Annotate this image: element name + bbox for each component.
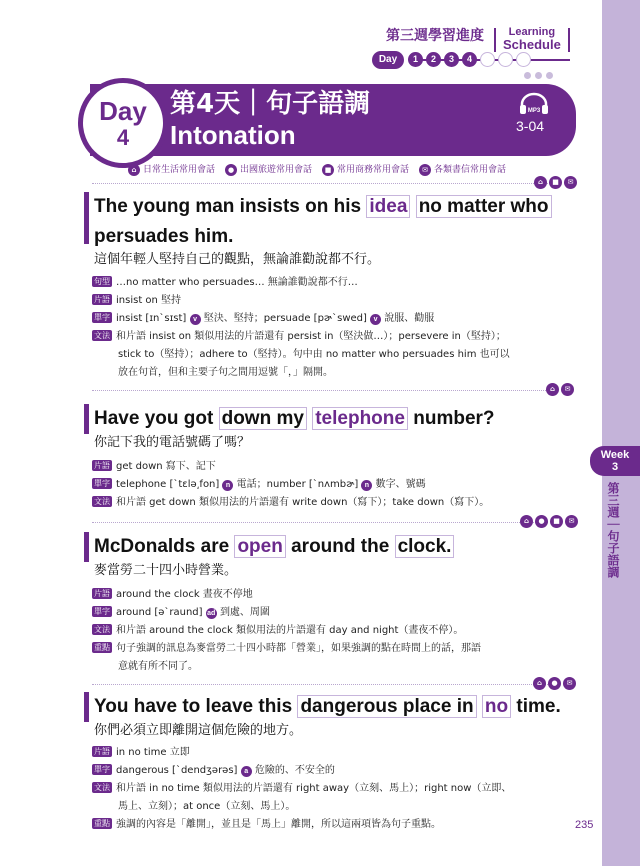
grammar-note bbox=[92, 328, 580, 346]
headphones-icon[interactable] bbox=[518, 92, 550, 116]
pos-badge: a bbox=[241, 766, 252, 777]
accent-bar bbox=[84, 532, 89, 562]
accent-bar bbox=[84, 192, 89, 244]
note-text: 句子強調的訊息為麥當勞二十四小時都「營業」，如果強調的點在時間上的話，那語 bbox=[116, 643, 481, 654]
dotted-divider bbox=[92, 390, 548, 391]
category-legend bbox=[128, 163, 506, 177]
note-text: 和片語 get down 類似用法的片語還有 write down（寫下）；take down（寫下）。 bbox=[116, 497, 490, 508]
tag-phrase: 片語 bbox=[94, 295, 110, 304]
stressed-word: idea bbox=[366, 195, 410, 218]
schedule-en-line1: Learning bbox=[508, 26, 556, 38]
progress-dot bbox=[480, 52, 495, 67]
pos-badge: v bbox=[370, 314, 381, 325]
progress-dot bbox=[498, 52, 513, 67]
grammar-note bbox=[92, 622, 580, 640]
progress-dot: 2 bbox=[426, 52, 441, 67]
mail-icon: ✉ bbox=[565, 515, 578, 528]
person-icon: ● bbox=[535, 515, 548, 528]
sentence-line-2: persuades him. bbox=[94, 226, 234, 247]
house-icon: ⌂ bbox=[520, 515, 533, 528]
note-text: 數字、號碼 bbox=[375, 479, 426, 490]
note-text: insist on 堅持 bbox=[116, 295, 182, 306]
legend-item bbox=[128, 163, 215, 177]
word-note bbox=[92, 476, 580, 494]
translation: 麥當勞二十四小時營業。 bbox=[94, 563, 238, 578]
note-text: around the clock 晝夜不停地 bbox=[116, 589, 253, 600]
legend-item bbox=[419, 163, 506, 177]
focus-note bbox=[92, 640, 580, 658]
progress-dots bbox=[408, 52, 531, 67]
tag-grammar: 文法 bbox=[94, 331, 110, 340]
legend-label: 常用商務常用會話 bbox=[337, 165, 410, 175]
tag-word: 單字 bbox=[94, 607, 110, 616]
note-text: telephone [`tɛlə͵fon] bbox=[116, 479, 220, 490]
note-text: in no time 立即 bbox=[116, 747, 190, 758]
sentence-line bbox=[94, 692, 561, 722]
progress-dot: 1 bbox=[408, 52, 423, 67]
stressed-word: no bbox=[482, 695, 511, 718]
progress-dot bbox=[516, 52, 531, 67]
note-text: 和片語 insist on 類似用法的片語還有 persist in（堅決做…）；persevere in（堅持）； bbox=[116, 331, 506, 342]
sentence-text: clock. bbox=[395, 535, 455, 558]
schedule-en bbox=[503, 26, 561, 52]
briefcase-icon: ■ bbox=[550, 515, 563, 528]
day-number: 4 bbox=[116, 125, 130, 150]
pos-badge: n bbox=[361, 480, 372, 491]
decor-dots bbox=[524, 72, 553, 79]
pos-badge: v bbox=[190, 314, 201, 325]
mail-icon: ✉ bbox=[564, 176, 577, 189]
tag-pattern: 句型 bbox=[94, 277, 110, 286]
category-icons bbox=[520, 515, 578, 528]
person-icon: ● bbox=[548, 677, 561, 690]
note-text: 堅決、堅持；persuade [pɚ`swed] bbox=[203, 313, 367, 324]
note-text: 到處、周圍 bbox=[219, 607, 270, 618]
house-icon: ⌂ bbox=[546, 383, 559, 396]
accent-bar bbox=[84, 404, 89, 434]
note-text: 和片語 around the clock 類似用法的片語還有 day and night（晝夜不停）。 bbox=[116, 625, 464, 636]
note-text: around [ə`raund] bbox=[116, 607, 203, 618]
sentence-text: around the bbox=[291, 536, 390, 557]
tag-phrase: 片語 bbox=[94, 747, 110, 756]
word-note bbox=[92, 762, 580, 780]
tag-focus: 重點 bbox=[94, 819, 110, 828]
sentence-text: McDonalds are bbox=[94, 536, 230, 557]
dotted-divider bbox=[92, 183, 548, 184]
side-tab bbox=[602, 0, 640, 866]
briefcase-icon: ■ bbox=[322, 164, 334, 176]
legend-label: 日常生活常用會話 bbox=[143, 165, 216, 175]
note-text: get down 寫下、記下 bbox=[116, 461, 216, 472]
note-text: 強調的內容是「離開」，並且是「馬上」離開，所以這兩項皆為句子重點。 bbox=[116, 819, 441, 830]
banner-title-en: Intonation bbox=[170, 120, 296, 150]
sentence-text: dangerous place in bbox=[297, 695, 476, 718]
stressed-word: open bbox=[234, 535, 285, 558]
note-text: 危險的、不安全的 bbox=[254, 765, 335, 776]
legend-item bbox=[322, 163, 409, 177]
grammar-note bbox=[92, 494, 580, 512]
stressed-word: telephone bbox=[312, 407, 408, 430]
category-icons bbox=[534, 176, 577, 189]
focus-note bbox=[92, 816, 580, 834]
week-tab[interactable] bbox=[590, 446, 640, 586]
dotted-divider bbox=[92, 684, 548, 685]
sentence-text: number? bbox=[413, 408, 495, 429]
svg-text:MP3: MP3 bbox=[527, 108, 541, 114]
banner-title-cn: 第4天｜句子語調 bbox=[170, 89, 371, 119]
grammar-note-cont: stick to（堅持）；adhere to（堅持）。句中由 no matter who persuades him 也可以 bbox=[118, 349, 510, 360]
category-icons bbox=[546, 383, 574, 396]
focus-note-cont: 意就有所不同了。 bbox=[118, 661, 198, 672]
sentence-text: no matter who bbox=[416, 195, 552, 218]
pattern-note bbox=[92, 274, 580, 292]
note-text: 電話；number [`nʌmbɚ] bbox=[236, 479, 359, 490]
tag-word: 單字 bbox=[94, 765, 110, 774]
page-number: 235 bbox=[575, 819, 594, 831]
phrase-note bbox=[92, 292, 580, 310]
sentence-text: down my bbox=[219, 407, 307, 430]
mail-icon: ✉ bbox=[563, 677, 576, 690]
sentence-line bbox=[94, 192, 552, 222]
sentence-section bbox=[84, 404, 584, 514]
tag-grammar: 文法 bbox=[94, 625, 110, 634]
note-text: insist [ɪn`sɪst] bbox=[116, 313, 187, 324]
pos-badge: n bbox=[222, 480, 233, 491]
week-badge bbox=[590, 446, 640, 476]
day-circle bbox=[78, 78, 168, 168]
translation: 你記下我的電話號碼了嗎？ bbox=[94, 435, 251, 450]
day-pill: Day bbox=[372, 51, 404, 69]
note-text: 和片語 in no time 類似用法的片語還有 right away（立刻、馬上）；right now（立即、 bbox=[116, 783, 512, 794]
phrase-note bbox=[92, 744, 580, 762]
note-text: …no matter who persuades… 無論誰勸說都不行… bbox=[116, 277, 358, 288]
dotted-divider bbox=[92, 522, 548, 523]
pos-badge: ad bbox=[207, 610, 216, 617]
legend-item bbox=[225, 163, 312, 177]
grammar-note-cont: 馬上、立刻）；at once（立刻、馬上）。 bbox=[118, 801, 296, 812]
house-icon: ⌂ bbox=[534, 176, 547, 189]
phrase-note bbox=[92, 586, 580, 604]
week-number: 3 bbox=[611, 461, 619, 473]
sentence-section bbox=[84, 692, 584, 832]
sentence-line bbox=[94, 404, 495, 434]
tag-word: 單字 bbox=[94, 313, 110, 322]
translation: 這個年輕人堅持自己的觀點，無論誰勸說都不行。 bbox=[94, 252, 381, 267]
sentence-line bbox=[94, 532, 454, 562]
translation: 你們必須立即離開這個危險的地方。 bbox=[94, 723, 303, 738]
sentence-section bbox=[84, 192, 584, 378]
category-icons bbox=[533, 677, 576, 690]
tag-grammar: 文法 bbox=[94, 783, 110, 792]
house-icon: ⌂ bbox=[533, 677, 546, 690]
track-number: 3-04 bbox=[516, 118, 545, 134]
divider bbox=[494, 28, 496, 52]
legend-label: 各類書信常用會話 bbox=[434, 165, 507, 175]
legend-label: 出國旅遊常用會話 bbox=[240, 165, 313, 175]
divider bbox=[568, 28, 570, 52]
word-note bbox=[92, 604, 580, 622]
tag-phrase: 片語 bbox=[94, 589, 110, 598]
sentence-text: Have you got bbox=[94, 408, 214, 429]
accent-bar bbox=[84, 692, 89, 722]
tag-phrase: 片語 bbox=[94, 461, 110, 470]
schedule-en-line2: Schedule bbox=[503, 37, 561, 52]
briefcase-icon: ■ bbox=[549, 176, 562, 189]
word-note bbox=[92, 310, 580, 328]
house-icon: ⌂ bbox=[128, 164, 140, 176]
note-text: 說服、勸服 bbox=[384, 313, 435, 324]
grammar-note-cont: 放在句首，但和主要子句之間用逗號「，」隔開。 bbox=[118, 367, 333, 378]
phrase-note bbox=[92, 458, 580, 476]
mail-icon: ✉ bbox=[419, 164, 431, 176]
sentence-section bbox=[84, 532, 584, 672]
progress-dot: 3 bbox=[444, 52, 459, 67]
tag-focus: 重點 bbox=[94, 643, 110, 652]
day-word: Day bbox=[99, 96, 147, 126]
grammar-note bbox=[92, 780, 580, 798]
person-icon: ● bbox=[225, 164, 237, 176]
sentence-text: You have to leave this bbox=[94, 696, 293, 717]
sentence-text: time. bbox=[516, 696, 561, 717]
progress-dot: 4 bbox=[462, 52, 477, 67]
note-text: dangerous [`dendʒərəs] bbox=[116, 765, 238, 776]
mail-icon: ✉ bbox=[561, 383, 574, 396]
tag-grammar: 文法 bbox=[94, 497, 110, 506]
schedule-title: 第三週學習進度 bbox=[386, 28, 484, 44]
week-label: Week bbox=[600, 449, 630, 461]
week-title: 第三週｜句子語調 bbox=[606, 482, 620, 578]
sentence-text: The young man insists on his bbox=[94, 196, 362, 217]
tag-word: 單字 bbox=[94, 479, 110, 488]
